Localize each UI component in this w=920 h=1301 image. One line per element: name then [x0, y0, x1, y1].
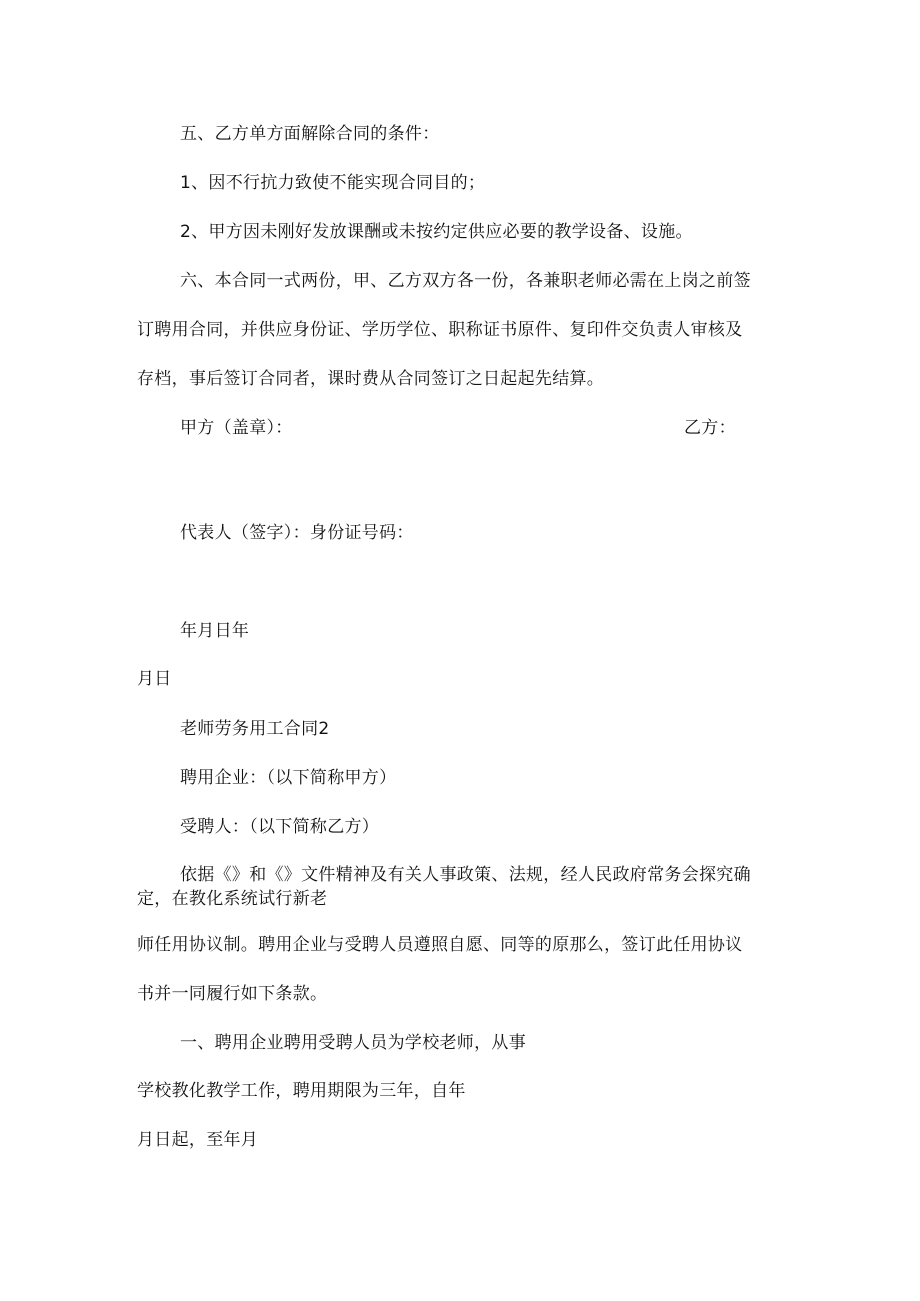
- contract-2-title: 老师劳务用工合同2: [180, 719, 330, 739]
- article-1-line-3: 月日起，至年月: [137, 1130, 259, 1150]
- section-5-item-2: 2、甲方因未刚好发放课酬或未按约定供应必要的教学设备、设施。: [180, 222, 693, 242]
- date-line-1: 年月日年: [180, 621, 250, 641]
- party-a-label: 甲方（盖章）：: [180, 418, 293, 438]
- date-line-2: 月日: [137, 669, 172, 689]
- article-1-line-1: 一、聘用企业聘用受聘人员为学校老师，从事: [180, 1033, 526, 1053]
- basis-line-2: 定，在教化系统试行新老: [137, 889, 328, 909]
- section-6-line-3: 存档，事后签订合同者，课时费从合同签订之日起起先结算。: [137, 369, 605, 389]
- section-5-title: 五、乙方单方面解除合同的条件：: [180, 124, 440, 144]
- article-1-line-2: 学校教化教学工作，聘用期限为三年，自年: [137, 1081, 466, 1101]
- basis-line-4: 书并一同履行如下条款。: [137, 984, 328, 1004]
- section-6-line-1: 六、本合同一式两份，甲、乙方双方各一份，各兼职老师必需在上岗之前签: [180, 271, 751, 291]
- employee-line: 受聘人：（以下简称乙方）: [180, 817, 380, 837]
- party-b-label: 乙方：: [684, 418, 736, 438]
- employer-line: 聘用企业：（以下简称甲方）: [180, 768, 397, 788]
- basis-line-3: 师任用协议制。聘用企业与受聘人员遵照自愿、同等的原那么，签订此任用协议: [137, 935, 743, 955]
- section-6-line-2: 订聘用合同，并供应身份证、学历学位、职称证书原件、复印件交负责人审核及: [137, 320, 743, 340]
- section-5-item-1: 1、因不行抗力致使不能实现合同目的；: [180, 173, 486, 193]
- representative-label: 代表人（签字）：身份证号码：: [180, 523, 414, 543]
- basis-line-1: 依据《》和《》文件精神及有关人事政策、法规，经人民政府常务会探究确: [180, 865, 751, 885]
